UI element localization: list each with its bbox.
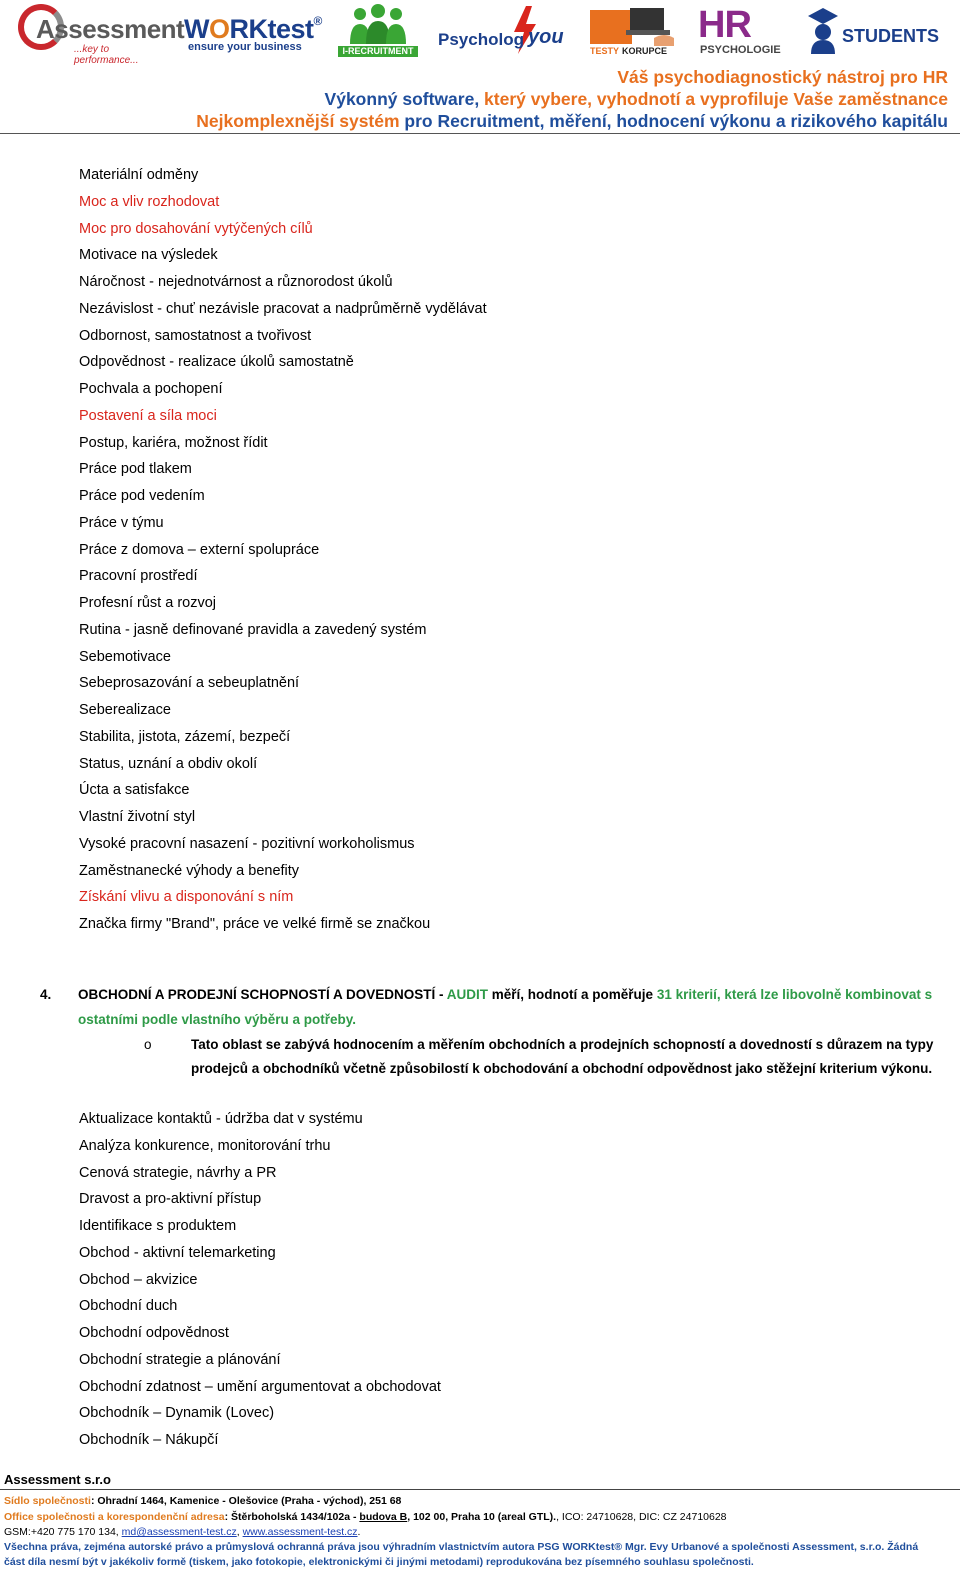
- list-item: Nezávislost - chuť nezávisle pracovat a nadprůměrně vydělávat: [79, 300, 487, 317]
- list-item: Aktualizace kontaktů - údržba dat v systému: [79, 1111, 363, 1127]
- page-header: [0, 0, 960, 134]
- hand-laptop-icon: [624, 4, 676, 48]
- list-item: Status, uznání a obdiv okolí: [79, 755, 258, 772]
- irecruitment-logo-text: I-RECRUITMENT: [338, 46, 418, 57]
- list-item: Odpovědnost - realizace úkolů samostatně: [79, 354, 354, 371]
- office-address: Office společnosti a korespondenční adresa: Štěrboholská 1434/102a - budova B, 102 00, Praha 10 (areal GTL)., ICO: 24710628, DIC: CZ 24710628: [4, 1511, 727, 1523]
- list-item: Materiální odměny: [79, 167, 199, 183]
- list-item: Moc a vliv rozhodovat: [79, 193, 220, 210]
- seat-address: Sídlo společnosti: Ohradní 1464, Kamenice - Olešovice (Praha - východ), 251 68: [4, 1495, 402, 1507]
- psychology-logo-suffix: you: [528, 26, 564, 48]
- list-item: Odbornost, samostatnost a tvořivost: [79, 327, 312, 344]
- list-item: Obchod – akvizice: [79, 1271, 198, 1288]
- list-item: Motivace na výsledek: [79, 247, 218, 264]
- list-item: Vlastní životní styl: [79, 809, 196, 825]
- list-item: Obchodník – Dynamik (Lovec): [79, 1405, 275, 1422]
- tagline-primary: Váš psychodiagnostický nástroj pro HR: [617, 67, 948, 87]
- copyright-line-1: Všechna práva, zejména autorské právo a průmyslová ochranná práva jsou výhradním vlastnictvím autora PSG WORKtest® Mgr. Evy Urbanové a společnosti Assessment, s.r.o. Žádná: [4, 1541, 919, 1553]
- list-item: Rutina - jasně definované pravidla a zavedený systém: [79, 621, 427, 638]
- list-item: Vysoké pracovní nasazení - pozitivní workoholismus: [79, 835, 415, 852]
- list-item: Obchodní duch: [79, 1298, 178, 1315]
- list-item: Pracovní prostředí: [79, 568, 198, 585]
- graduation-cap-icon: [806, 4, 840, 54]
- students-logo[interactable]: [806, 0, 942, 64]
- section-number: 4.: [40, 987, 52, 1002]
- list-item: Obchodní strategie a plánování: [79, 1351, 281, 1368]
- page-footer: [0, 1468, 960, 1581]
- motivation-criteria-list: [79, 162, 487, 938]
- list-item: Profesní růst a rozvoj: [79, 595, 216, 611]
- worktest-logo-tagline: ensure your business: [188, 41, 302, 53]
- header-taglines: [196, 66, 948, 132]
- list-item: Získání vlivu a disponování s ním: [79, 889, 294, 906]
- list-item: Práce pod vedením: [79, 488, 205, 504]
- list-item: Práce pod tlakem: [79, 461, 192, 478]
- testy-korupce-logo[interactable]: [588, 0, 684, 64]
- list-item: Moc pro dosahování vytýčených cílů: [79, 220, 313, 237]
- list-item: Práce v týmu: [79, 514, 164, 531]
- list-item: Sebeprosazování a sebeuplatnění: [79, 675, 300, 692]
- logo-bar: [0, 0, 960, 64]
- bullet-marker: o: [144, 1037, 152, 1052]
- company-name: Assessment s.r.o: [4, 1472, 111, 1487]
- assessment-logo-text: Assessment: [36, 14, 185, 44]
- section-description: Tato oblast se zabývá hodnocením a měřením obchodních a prodejních schopností a dovedností s důrazem na typy prodejců a obchodníků včetně způsobilostí k obchodování a obchodní odpovědnost jako stěžejní kriterium výkonu.: [191, 1037, 934, 1076]
- list-item: Obchodní zdatnost – umění argumentovat a obchodovat: [79, 1378, 441, 1395]
- sales-criteria-list: [79, 1106, 441, 1454]
- psychology-logo-text: Psycholog: [438, 30, 524, 49]
- website-link[interactable]: www.assessment-test.cz: [242, 1526, 358, 1538]
- irecruitment-logo[interactable]: [338, 0, 418, 64]
- list-item: Postup, kariéra, možnost řídit: [79, 434, 268, 451]
- list-item: Práce z domova – externí spolupráce: [79, 541, 320, 558]
- list-item: Stabilita, jistota, zázemí, bezpečí: [79, 728, 291, 745]
- worktest-logo[interactable]: [184, 0, 322, 64]
- assessment-logo[interactable]: [16, 0, 185, 66]
- list-item: Sebemotivace: [79, 648, 171, 665]
- hr-logo-tagline: PSYCHOLOGIE: [700, 44, 781, 56]
- list-item: Seberealizace: [79, 702, 171, 718]
- assessment-logo-tagline: ...key to performance...: [74, 44, 139, 66]
- list-item: Obchod - aktivní telemarketing: [79, 1244, 276, 1261]
- section-heading: OBCHODNÍ A PRODEJNÍ SCHOPNOSTÍ A DOVEDNOSTÍ - AUDIT měří, hodnotí a poměřuje 31 kriterií, která lze libovolně kombinovat s: [78, 987, 933, 1002]
- list-item: Cenová strategie, návrhy a PR: [79, 1164, 277, 1181]
- tagline-secondary: Výkonný software, který vybere, vyhodnotí a vyprofiluje Vaše zaměstnance: [324, 89, 948, 109]
- tagline-tertiary: Nejkomplexnější systém pro Recruitment, měření, hodnocení výkonu a rizikového kapitálu: [196, 111, 948, 131]
- list-item: Náročnost - nejednotvárnost a různorodost úkolů: [79, 274, 393, 290]
- list-item: Identifikace s produktem: [79, 1218, 237, 1234]
- testy-logo-text: TESTY: [590, 46, 620, 56]
- email-link[interactable]: md@assessment-test.cz: [121, 1526, 237, 1538]
- list-item: Postavení a síla moci: [79, 407, 217, 424]
- contact-line: GSM:+420 775 170 134, md@assessment-test.cz, www.assessment-test.cz.: [4, 1526, 361, 1538]
- korupce-logo-text: KORUPCE: [622, 46, 668, 56]
- list-item: Obchodní odpovědnost: [79, 1325, 229, 1341]
- students-logo-text: STUDENTS: [842, 26, 940, 46]
- section-heading-continuation: ostatními podle vlastního výběru a potřeby.: [78, 1012, 357, 1027]
- footer-divider: [0, 1489, 960, 1490]
- list-item: Zaměstnanecké výhody a benefity: [79, 862, 300, 879]
- list-item: Pochvala a pochopení: [79, 381, 223, 397]
- copyright-line-2: část díla nesmí být v jakékoliv formě (tiskem, jako fotokopie, elektronickými či jinými metodami) reprodukována bez písemného souhlasu společnosti.: [4, 1556, 754, 1568]
- list-item: Úcta a satisfakce: [79, 782, 190, 799]
- hr-psychologie-logo[interactable]: [698, 0, 782, 64]
- list-item: Analýza konkurence, monitorování trhu: [79, 1137, 331, 1154]
- people-group-icon: [346, 4, 410, 46]
- hr-logo-text: HR: [698, 4, 751, 46]
- header-divider: [0, 133, 960, 134]
- list-item: Značka firmy "Brand", práce ve velké firmě se značkou: [79, 916, 431, 932]
- worktest-logo-text: WORKtest®: [184, 14, 322, 44]
- psychology-logo[interactable]: [436, 0, 564, 64]
- list-item: Dravost a pro-aktivní přístup: [79, 1191, 262, 1208]
- list-item: Obchodník – Nákupčí: [79, 1432, 219, 1448]
